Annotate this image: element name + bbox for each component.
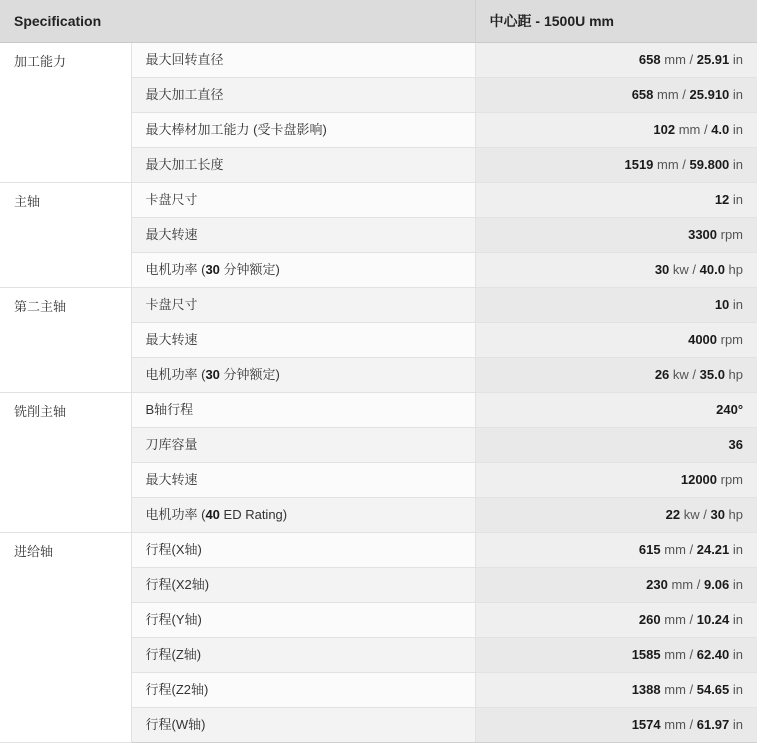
value-unit-secondary: in: [729, 542, 744, 557]
value-number-primary: 240°: [716, 402, 744, 417]
spec-item-value: [475, 603, 757, 638]
spec-item-value: [475, 673, 757, 708]
table-row: [0, 393, 757, 428]
value-number-primary: 658: [631, 87, 654, 102]
value-unit-primary: mm /: [675, 122, 712, 137]
spec-item-value: [475, 463, 757, 498]
spec-item-label: 电机功率 (40 ED Rating): [131, 498, 475, 533]
spec-item-value: [475, 568, 757, 603]
value-unit-secondary: in: [729, 647, 744, 662]
spec-item-value: [475, 148, 757, 183]
value-unit-secondary: in: [729, 122, 744, 137]
spec-item-value: [475, 393, 757, 428]
value-number-primary: 12: [714, 192, 730, 207]
value-number-secondary: 25.910: [689, 87, 730, 102]
spec-item-label: 行程(W轴): [131, 708, 475, 743]
group-label: 进给轴: [0, 533, 131, 743]
item-label-emphasis: 40: [205, 507, 220, 522]
value-unit-secondary: in: [729, 87, 744, 102]
value-number-primary: 102: [653, 122, 676, 137]
spec-item-value: [475, 708, 757, 743]
spec-item-label: 行程(Z轴): [131, 638, 475, 673]
group-label: 加工能力: [0, 43, 131, 183]
value-number-primary: 10: [714, 297, 730, 312]
value-number-secondary: 9.06: [703, 577, 730, 592]
table-row: [0, 533, 757, 568]
value-number-primary: 36: [728, 437, 744, 452]
spec-item-label: 卡盘尺寸: [131, 288, 475, 323]
value-number-secondary: 10.24: [696, 612, 730, 627]
value-number-primary: 30: [654, 262, 670, 277]
spec-item-label: 卡盘尺寸: [131, 183, 475, 218]
value-number-secondary: 24.21: [696, 542, 730, 557]
spec-item-value: [475, 428, 757, 463]
value-number-secondary: 30: [710, 507, 725, 522]
value-unit-secondary: hp: [724, 367, 744, 382]
value-number-secondary: 40.0: [699, 262, 725, 277]
value-number-secondary: 59.800: [689, 157, 730, 172]
group-label: 主轴: [0, 183, 131, 288]
value-number-secondary: 54.65: [696, 682, 730, 697]
value-unit-primary: mm /: [660, 717, 697, 732]
table-row: [0, 183, 757, 218]
value-unit-secondary: in: [729, 682, 744, 697]
table-header: [0, 0, 757, 43]
value-unit-primary: rpm: [717, 227, 744, 242]
spec-item-label: 最大转速: [131, 463, 475, 498]
header-center-distance: 中心距 - 1500U mm: [475, 0, 757, 43]
spec-item-label: 行程(Y轴): [131, 603, 475, 638]
spec-item-value: [475, 358, 757, 393]
value-unit-primary: in: [729, 192, 744, 207]
value-unit-primary: rpm: [717, 332, 744, 347]
table-row: [0, 43, 757, 78]
spec-item-label: 最大回转直径: [131, 43, 475, 78]
spec-item-value: [475, 253, 757, 288]
value-number-primary: 1519: [624, 157, 654, 172]
value-number-secondary: 61.97: [696, 717, 730, 732]
value-number-primary: 26: [654, 367, 670, 382]
value-unit-secondary: in: [729, 612, 744, 627]
value-unit-secondary: in: [729, 52, 744, 67]
value-number-primary: 4000: [688, 332, 718, 347]
value-number-primary: 12000: [680, 472, 718, 487]
spec-item-label: 行程(Z2轴): [131, 673, 475, 708]
value-number-primary: 230: [646, 577, 668, 592]
value-number-primary: 22: [665, 507, 681, 522]
value-unit-secondary: in: [729, 157, 744, 172]
spec-item-label: 最大加工直径: [131, 78, 475, 113]
value-number-secondary: 62.40: [696, 647, 730, 662]
spec-item-label: 最大转速: [131, 323, 475, 358]
value-unit-primary: mm /: [660, 647, 697, 662]
group-label: 铣削主轴: [0, 393, 131, 533]
spec-item-value: [475, 183, 757, 218]
value-number-primary: 1388: [631, 682, 661, 697]
table-row: [0, 288, 757, 323]
spec-item-label: 最大加工长度: [131, 148, 475, 183]
value-number-secondary: 4.0: [711, 122, 730, 137]
value-unit-primary: rpm: [717, 472, 744, 487]
spec-item-label: 行程(X轴): [131, 533, 475, 568]
spec-item-value: [475, 43, 757, 78]
value-unit-primary: mm /: [660, 52, 697, 67]
value-number-primary: 1585: [631, 647, 661, 662]
header-specification: Specification: [0, 0, 475, 43]
value-number-primary: 658: [638, 52, 661, 67]
value-unit-primary: kw /: [669, 367, 700, 382]
spec-item-value: [475, 498, 757, 533]
table-header-row: [0, 0, 757, 43]
group-label: 第二主轴: [0, 288, 131, 393]
spec-item-value: [475, 638, 757, 673]
spec-item-value: [475, 533, 757, 568]
item-label-emphasis: 30: [205, 367, 220, 382]
spec-item-label: 电机功率 (30 分钟额定): [131, 253, 475, 288]
spec-item-label: 电机功率 (30 分钟额定): [131, 358, 475, 393]
value-unit-primary: mm /: [653, 157, 690, 172]
spec-item-label: B轴行程: [131, 393, 475, 428]
value-unit-primary: mm /: [660, 612, 697, 627]
spec-item-value: [475, 288, 757, 323]
value-unit-primary: kw /: [669, 262, 700, 277]
spec-item-value: [475, 113, 757, 148]
value-unit-secondary: hp: [724, 507, 744, 522]
value-unit-primary: mm /: [660, 682, 697, 697]
value-number-primary: 3300: [688, 227, 718, 242]
spec-item-value: [475, 78, 757, 113]
spec-item-label: 行程(X2轴): [131, 568, 475, 603]
spec-item-label: 刀库容量: [131, 428, 475, 463]
value-unit-primary: mm /: [653, 87, 690, 102]
spec-item-value: [475, 323, 757, 358]
spec-item-label: 最大转速: [131, 218, 475, 253]
value-number-primary: 615: [638, 542, 661, 557]
value-unit-secondary: in: [729, 577, 744, 592]
table-body: [0, 43, 757, 743]
value-number-primary: 1574: [631, 717, 661, 732]
value-unit-primary: mm /: [667, 577, 704, 592]
value-number-secondary: 35.0: [699, 367, 725, 382]
value-number-primary: 260: [638, 612, 661, 627]
spec-item-value: [475, 218, 757, 253]
spec-item-label: 最大棒材加工能力 (受卡盘影响): [131, 113, 475, 148]
value-unit-primary: kw /: [680, 507, 711, 522]
item-label-emphasis: 30: [205, 262, 220, 277]
value-unit-secondary: in: [729, 717, 744, 732]
value-unit-primary: in: [729, 297, 744, 312]
value-number-secondary: 25.91: [696, 52, 730, 67]
value-unit-secondary: hp: [724, 262, 744, 277]
value-unit-primary: mm /: [660, 542, 697, 557]
